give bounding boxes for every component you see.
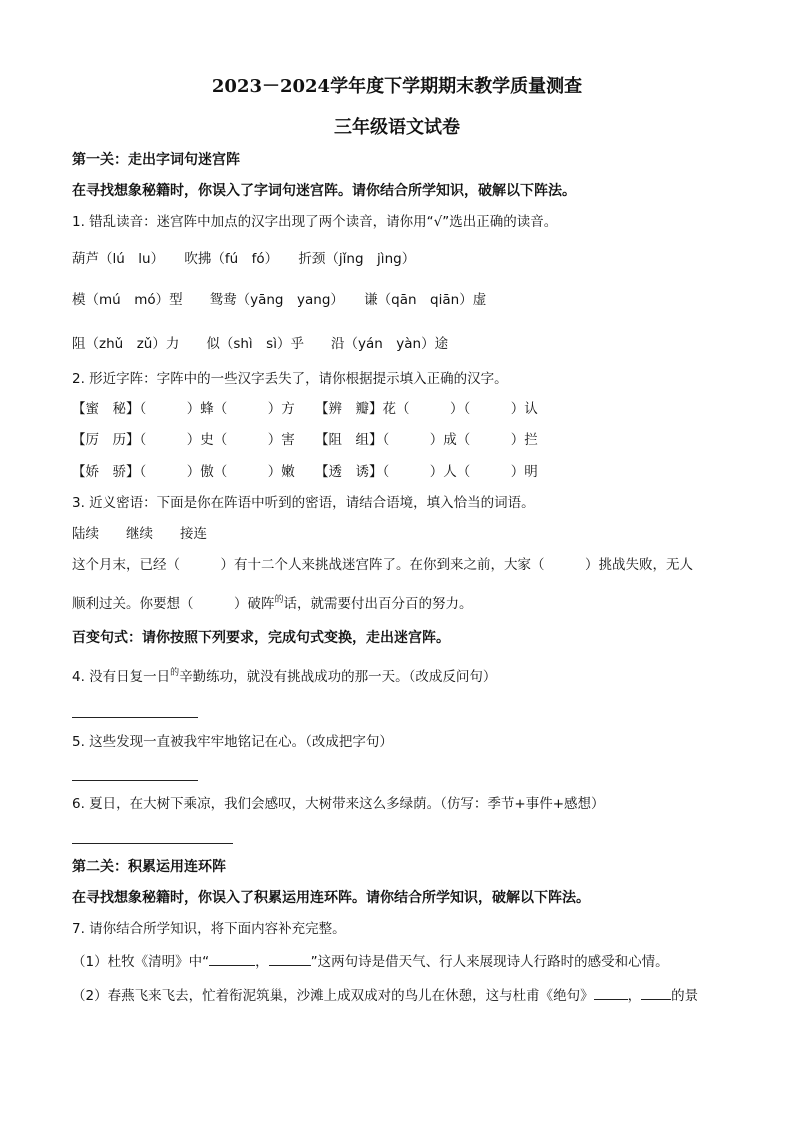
question-1-row-2: 模（mú mó）型 鸳鸯（yāng yang） 谦（qān qiān）虚 xyxy=(72,292,487,308)
question-2-row-2: 【厉 历】（ ）史（ ）害 【阻 组】（ ）成（ ）拦 xyxy=(72,432,538,448)
question-3-prompt: 3. 近义密语：下面是你在阵语中听到的密语，请结合语境，填入恰当的词语。 xyxy=(72,495,535,511)
question-text: 4. 没有日复一日 xyxy=(72,669,171,685)
question-3-passage-line-1: 这个月末，已经（ ）有十二个人来挑战迷宫阵了。在你到来之前，大家（ ）挑战失败，无人 xyxy=(72,557,693,573)
small-char: 的 xyxy=(274,595,284,605)
sentence-section-heading: 百变句式：请你按照下列要求，完成句式变换，走出迷宫阵。 xyxy=(72,630,450,646)
answer-line-q6[interactable] xyxy=(72,843,233,844)
fill-blank[interactable] xyxy=(269,951,311,966)
question-text: （2）春燕飞来飞去，忙着衔泥筑巢，沙滩上成双成对的鸟儿在休憩，这与杜甫《绝句》 xyxy=(72,988,594,1004)
question-3-passage-line-2 xyxy=(72,595,473,615)
question-6: 6. 夏日，在大树下乘凉，我们会感叹，大树带来这么多绿荫。（仿写：季节+事件+感想） xyxy=(72,796,605,812)
section-heading-part1: 第一关：走出字词句迷宫阵 xyxy=(72,152,240,168)
small-char: 的 xyxy=(170,668,180,678)
question-2-prompt: 2. 形近字阵：字阵中的一些汉字丢失了，请你根据提示填入正确的汉字。 xyxy=(72,371,508,387)
question-1-prompt: 1. 错乱读音：迷宫阵中加点的汉字出现了两个读音，请你用“√”选出正确的读音。 xyxy=(72,214,558,230)
question-7-item-2 xyxy=(72,985,698,1005)
question-2-row-1: 【蜜 秘】（ ）蜂（ ）方 【辨 瓣】花（ ）（ ）认 xyxy=(72,401,538,417)
fill-blank[interactable] xyxy=(594,985,628,1000)
passage-text: 话，就需要付出百分百的努力。 xyxy=(283,596,473,612)
passage-text: 顺利过关。你要想（ ）破阵 xyxy=(72,596,275,612)
page-subtitle: 三年级语文试卷 xyxy=(334,117,460,138)
question-text: ”这两句诗是借天气、行人来展现诗人行路时的感受和心情。 xyxy=(310,954,669,970)
punctuation: ， xyxy=(627,988,642,1004)
question-4 xyxy=(72,668,496,688)
question-text: （1）杜牧《清明》中“ xyxy=(72,954,210,970)
question-text: 的景 xyxy=(671,988,699,1004)
question-text: 辛勤练功，就没有挑战成功的那一天。（改成反问句） xyxy=(179,669,497,685)
question-7-item-1 xyxy=(72,951,669,971)
question-1-row-3: 阻（zhǔ zǔ）力 似（shì sì）乎 沿（yán yàn）途 xyxy=(72,336,449,352)
section-heading-part2: 第二关：积累运用连环阵 xyxy=(72,859,226,875)
answer-line-q4[interactable] xyxy=(72,717,198,718)
punctuation: ， xyxy=(255,954,269,970)
fill-blank[interactable] xyxy=(641,985,671,1000)
question-1-row-1: 葫芦（lú lu） 吹拂（fú fó） 折颈（jǐng jìng） xyxy=(72,251,416,267)
question-3-word-bank: 陆续 继续 接连 xyxy=(72,526,207,542)
question-5: 5. 这些发现一直被我牢牢地铭记在心。（改成把字句） xyxy=(72,734,393,750)
question-7-prompt: 7. 请你结合所学知识，将下面内容补充完整。 xyxy=(72,921,346,937)
section-intro-part1: 在寻找想象秘籍时，你误入了字词句迷宫阵。请你结合所学知识，破解以下阵法。 xyxy=(72,183,576,199)
page-title: 2023－2024学年度下学期期末教学质量测查 xyxy=(211,76,583,97)
question-2-row-3: 【娇 骄】（ ）傲（ ）嫩 【透 诱】（ ）人（ ）明 xyxy=(72,464,538,480)
answer-line-q5[interactable] xyxy=(72,780,198,781)
fill-blank[interactable] xyxy=(209,951,255,966)
section-intro-part2: 在寻找想象秘籍时，你误入了积累运用连环阵。请你结合所学知识，破解以下阵法。 xyxy=(72,890,590,906)
